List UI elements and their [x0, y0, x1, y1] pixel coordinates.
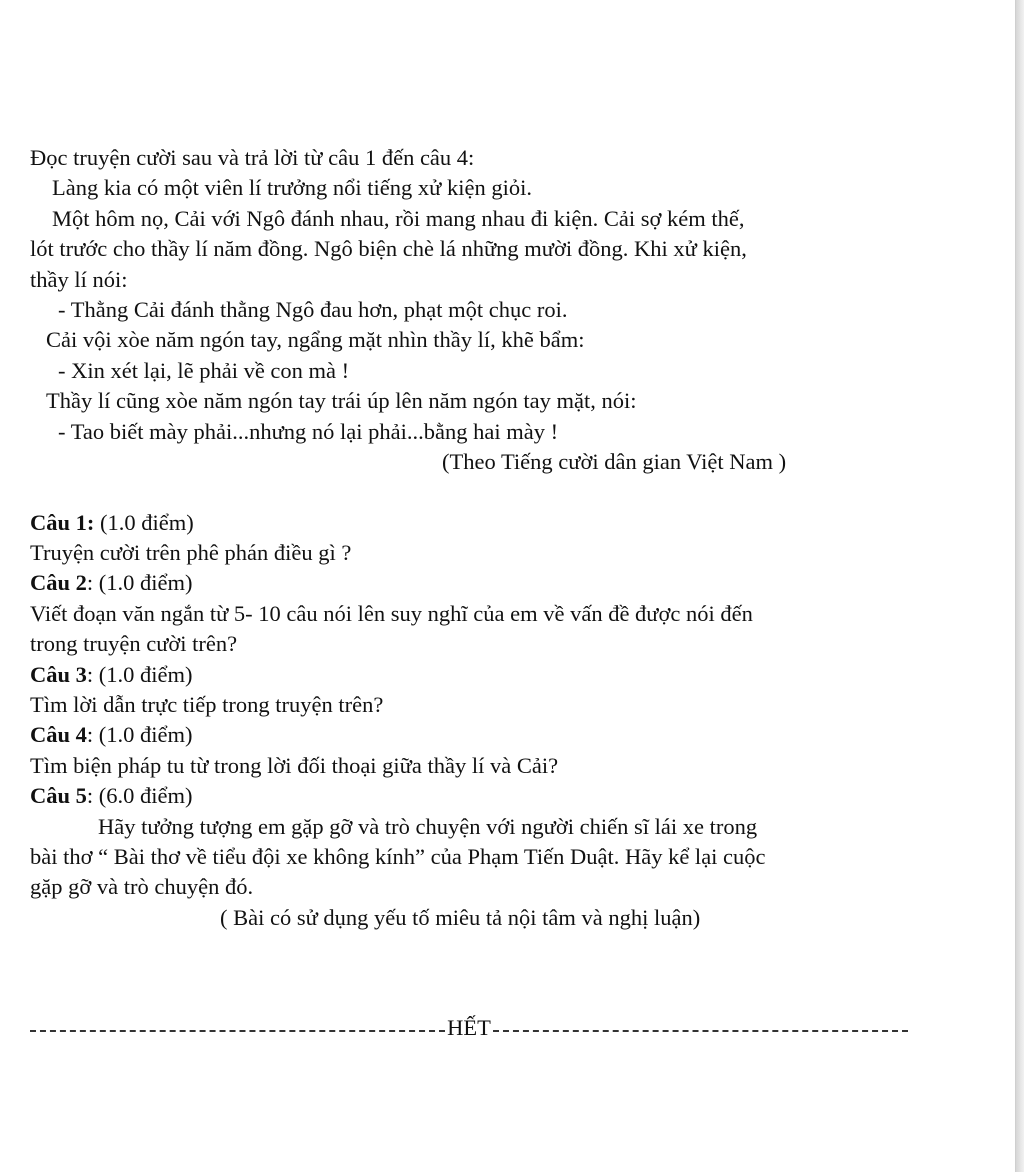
blank-line — [30, 477, 930, 507]
question-5-heading — [30, 781, 930, 811]
question-2-label: Câu 2 — [30, 570, 87, 596]
question-2-points: : (1.0 điểm) — [86, 570, 193, 596]
question-5-label: Câu 5 — [30, 783, 87, 809]
story-dialogue-2: - Xin xét lại, lẽ phải về con mà ! — [58, 357, 350, 383]
story-paragraph-4: Thầy lí cũng xòe năm ngón tay trái úp lên năm ngón tay mặt, nói: — [46, 388, 637, 414]
story-dialogue-1: - Thằng Cải đánh thằng Ngô đau hơn, phạt một chục roi. — [58, 296, 568, 322]
story-paragraph-2-line-3: thầy lí nói: — [30, 266, 128, 292]
question-2-heading — [30, 568, 930, 598]
question-4-label: Câu 4 — [30, 722, 87, 748]
story-dialogue-3: - Tao biết mày phải...nhưng nó lại phải...bằng hai mày ! — [58, 418, 559, 444]
story-source: (Theo Tiếng cười dân gian Việt Nam ) — [442, 448, 787, 474]
question-5-text-line-1: Hãy tưởng tượng em gặp gỡ và trò chuyện với người chiến sĩ lái xe trong — [98, 813, 758, 839]
question-1-label: Câu 1: — [30, 509, 95, 535]
viewer-edge — [1016, 0, 1024, 1172]
intro-line: Đọc truyện cười sau và trả lời từ câu 1 đến câu 4: — [30, 145, 475, 170]
question-3-label: Câu 3 — [30, 661, 87, 687]
story-paragraph-1: Làng kia có một viên lí trưởng nổi tiếng xử kiện giỏi. — [52, 175, 532, 201]
question-4-text: Tìm biện pháp tu từ trong lời đối thoại giữa thầy lí và Cải? — [30, 752, 559, 778]
question-1-text: Truyện cười trên phê phán điều gì ? — [30, 540, 352, 566]
end-marker-dashes-right — [493, 1030, 908, 1032]
story-paragraph-2-line-1: Một hôm nọ, Cải với Ngô đánh nhau, rồi mang nhau đi kiện. Cải sợ kém thế, — [52, 205, 745, 231]
question-2-text-line-2: trong truyện cười trên? — [30, 631, 238, 657]
story-paragraph-3: Cải vội xòe năm ngón tay, ngẩng mặt nhìn thầy lí, khẽ bẩm: — [46, 327, 585, 353]
story-paragraph-2-line-2: lót trước cho thầy lí năm đồng. Ngô biện chè lá những mười đồng. Khi xử kiện, — [30, 236, 747, 262]
question-3-text: Tìm lời dẫn trực tiếp trong truyện trên? — [30, 692, 384, 718]
question-2-text-line-1: Viết đoạn văn ngắn từ 5- 10 câu nói lên suy nghĩ của em về vấn đề được nói đến — [30, 600, 753, 626]
end-marker-word: HẾT — [447, 1015, 491, 1040]
question-1-heading — [30, 508, 930, 538]
question-3-heading — [30, 660, 930, 690]
question-5-text-line-3: gặp gỡ và trò chuyện đó. — [30, 874, 254, 900]
end-marker — [30, 1013, 908, 1043]
question-4-heading — [30, 720, 930, 750]
question-5-note: ( Bài có sử dụng yếu tố miêu tả nội tâm và nghị luận) — [220, 904, 701, 930]
document-body — [30, 143, 930, 933]
question-1-points: (1.0 điểm) — [94, 509, 194, 535]
question-5-points: : (6.0 điểm) — [86, 783, 193, 809]
end-marker-dashes-left — [30, 1030, 445, 1032]
question-3-points: : (1.0 điểm) — [86, 661, 193, 687]
question-5-text-line-2: bài thơ “ Bài thơ về tiểu đội xe không kính” của Phạm Tiến Duật. Hãy kể lại cuộc — [30, 843, 766, 869]
question-4-points: : (1.0 điểm) — [86, 722, 193, 748]
